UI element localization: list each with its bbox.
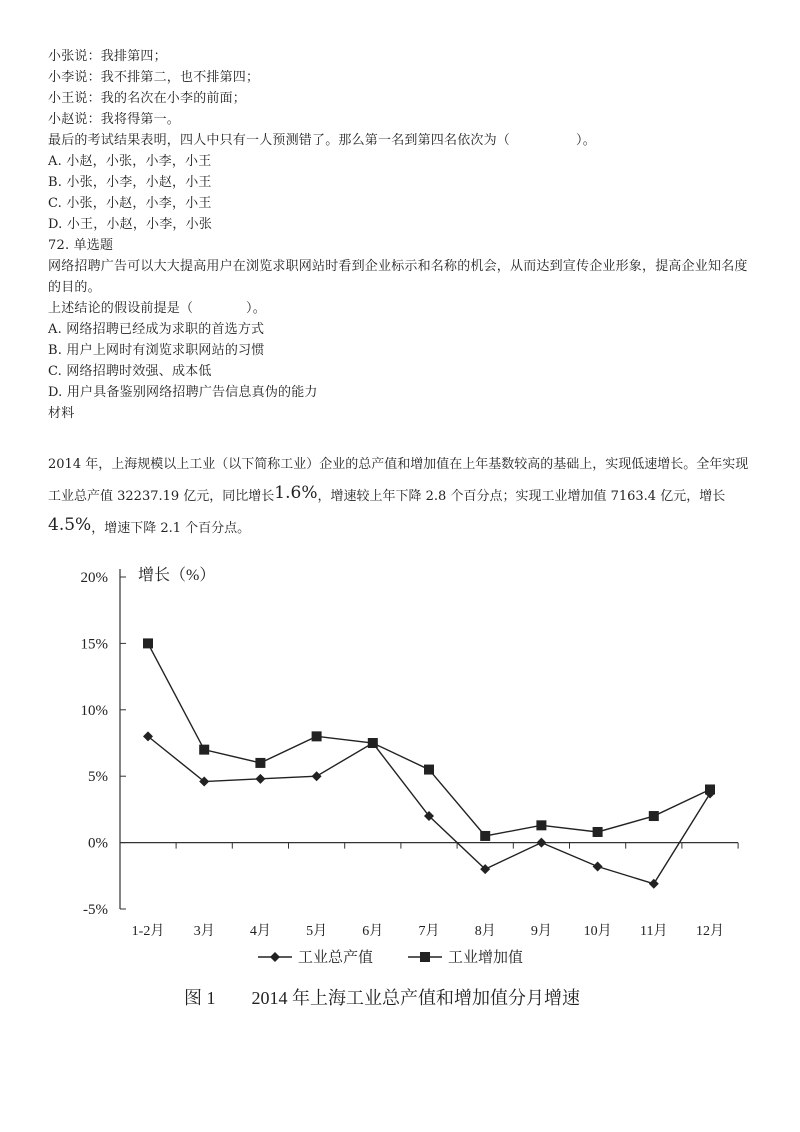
option-b: B. 用户上网时有浏览求职网站的习惯 [48, 343, 265, 358]
option-d: D. 小王，小赵，小李，小张 [48, 217, 213, 232]
x-tick-label: 10月 [583, 924, 612, 939]
material-text-2: ，增速较上年下降 2.8 个百分点；实现工业增加值 7163.4 亿元，增长 [317, 489, 726, 504]
option-d: D. 用户具备鉴别网络招聘广告信息真伪的能力 [48, 385, 318, 400]
material-value-2: 4.5% [48, 515, 92, 535]
data-point-square [368, 738, 378, 748]
y-tick-label: 5% [88, 769, 108, 786]
question-72-header: 72. 单选题 [48, 238, 114, 253]
chart-title: 图 1 2014 年上海工业总产值和增加值分月增速 [184, 988, 580, 1008]
data-point-diamond [649, 879, 659, 889]
option-a: A. 小赵，小张，小李，小王 [48, 154, 212, 169]
data-point-square [424, 765, 434, 775]
data-point-square [255, 758, 265, 768]
series-line-1 [148, 736, 710, 883]
x-tick-label: 1-2月 [131, 924, 165, 939]
x-tick-label: 9月 [530, 924, 552, 939]
legend-marker-square [420, 952, 430, 962]
x-tick-label: 4月 [249, 924, 271, 939]
material-text-3: ，增速下降 2.1 个百分点。 [91, 521, 251, 536]
option-c: C. 小张，小赵，小李，小王 [48, 196, 212, 211]
x-tick-label: 6月 [362, 924, 384, 939]
data-point-square [199, 745, 209, 755]
y-tick-label: 20% [80, 570, 108, 586]
data-point-square [705, 784, 715, 794]
x-tick-label: 11月 [640, 924, 668, 939]
material-text-1: 2014 年，上海规模以上工业（以下简称工业）企业的总产值和增加值在上年基数较高的基础上，实现低速增长。全年实现工业总产值 32237.19 亿元，同比增长 [48, 457, 749, 504]
y-axis-title: 增长（%） [138, 567, 216, 584]
data-point-diamond [593, 862, 603, 872]
question-71-prompt: 最后的考试结果表明，四人中只有一人预测错了。那么第一名到第四名依次为（ ）。 [48, 133, 596, 148]
legend-label-1: 工业总产值 [298, 950, 374, 966]
x-tick-label: 5月 [306, 924, 328, 939]
data-point-square [312, 731, 322, 741]
data-point-diamond [536, 838, 546, 848]
x-tick-label: 7月 [418, 924, 440, 939]
question-71-block [48, 46, 758, 424]
x-tick-label: 8月 [474, 924, 496, 939]
y-tick-label: -5% [83, 902, 108, 918]
material-value-1: 1.6% [274, 483, 318, 503]
data-point-square [593, 827, 603, 837]
statement-zhao: 小赵说：我将得第一。 [48, 112, 181, 127]
growth-line-chart [60, 560, 750, 1020]
data-point-square [143, 638, 153, 648]
data-point-diamond [312, 771, 322, 781]
legend-label-2: 工业增加值 [448, 950, 524, 966]
data-point-diamond [255, 774, 265, 784]
data-point-square [649, 811, 659, 821]
statement-li: 小李说：我不排第二，也不排第四； [48, 70, 260, 85]
x-tick-label: 12月 [696, 924, 724, 939]
legend-marker-diamond [270, 952, 280, 962]
data-point-square [480, 831, 490, 841]
statement-zhang: 小张说：我排第四； [48, 49, 167, 64]
y-tick-label: 10% [80, 702, 108, 719]
question-72-prompt: 上述结论的假设前提是（ ）。 [48, 301, 266, 316]
option-a: A. 网络招聘已经成为求职的首选方式 [48, 322, 265, 337]
x-tick-label: 3月 [193, 924, 215, 939]
question-72-stem: 网络招聘广告可以大大提高用户在浏览求职网站时看到企业标示和名称的机会，从而达到宣传企业形象，提高企业知名度的目的。 [48, 259, 748, 295]
y-tick-label: 15% [80, 636, 108, 653]
option-c: C. 网络招聘时效强、成本低 [48, 364, 212, 379]
y-tick-label: 0% [88, 835, 108, 852]
material-label: 材料 [48, 406, 75, 421]
series-line-2 [148, 643, 710, 836]
statement-wang: 小王说：我的名次在小李的前面； [48, 91, 247, 106]
data-point-square [536, 820, 546, 830]
material-paragraph [48, 450, 753, 543]
option-b: B. 小张，小李，小赵，小王 [48, 175, 212, 190]
